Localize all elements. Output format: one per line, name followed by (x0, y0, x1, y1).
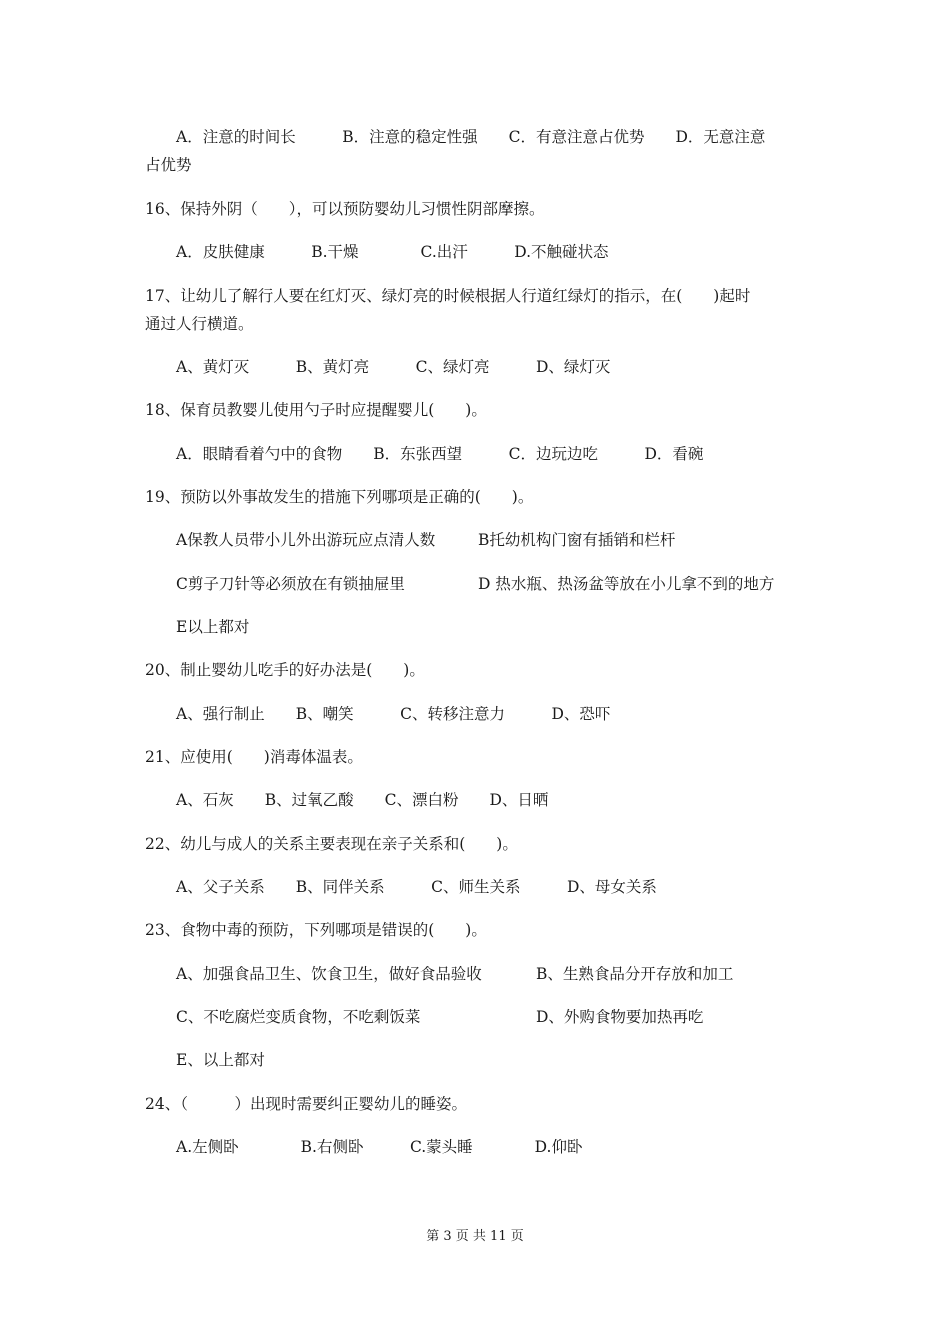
q16-question: 16、保持外阴（ ），可以预防婴幼儿习惯性阴部摩擦。 (145, 200, 545, 218)
q21-options: A、石灰 B、过氧乙酸 C、漂白粉 D、日晒 (176, 791, 549, 809)
q17-question-line2: 通过人行横道。 (145, 315, 254, 333)
q19-option-c: C剪子刀针等必须放在有锁抽屉里 (176, 575, 405, 593)
q20-question: 20、制止婴幼儿吃手的好办法是( )。 (145, 661, 425, 679)
q19-option-a: A保教人员带小儿外出游玩应点清人数 (176, 531, 436, 549)
q22-question: 22、幼儿与成人的关系主要表现在亲子关系和( )。 (145, 835, 518, 853)
q17-question-line1: 17、让幼儿了解行人要在红灯灭、绿灯亮的时候根据人行道红绿灯的指示，在( )起时 (145, 287, 751, 305)
q19-option-d: D 热水瓶、热汤盆等放在小儿拿不到的地方 (478, 575, 775, 593)
q22-options: A、父子关系 B、同伴关系 C、师生关系 D、母女关系 (176, 878, 657, 896)
q18-question: 18、保育员教婴儿使用勺子时应提醒婴儿( )。 (145, 401, 487, 419)
q23-question: 23、食物中毒的预防，下列哪项是错误的( )。 (145, 921, 487, 939)
q21-question: 21、应使用( )消毒体温表。 (145, 748, 363, 766)
q20-options: A、强行制止 B、嘲笑 C、转移注意力 D、恐吓 (176, 705, 611, 723)
q15-options-line1: A．注意的时间长 B．注意的稳定性强 C．有意注意占优势 D．无意注意 (176, 128, 766, 146)
q19-option-b: B托幼机构门窗有插销和栏杆 (478, 531, 676, 549)
q23-option-a: A、加强食品卫生、饮食卫生，做好食品验收 (176, 965, 482, 983)
q23-option-c: C、不吃腐烂变质食物，不吃剩饭菜 (176, 1008, 421, 1026)
q23-option-d: D、外购食物要加热再吃 (536, 1008, 704, 1026)
q17-options: A、黄灯灭 B、黄灯亮 C、绿灯亮 D、绿灯灭 (176, 358, 611, 376)
q24-question: 24、（ ）出现时需要纠正婴幼儿的睡姿。 (145, 1095, 467, 1113)
q24-options: A.左侧卧 B.右侧卧 C.蒙头睡 D.仰卧 (176, 1138, 583, 1156)
q15-options-line2: 占优势 (145, 156, 192, 174)
q19-option-e: E以上都对 (176, 618, 250, 636)
q23-option-b: B、生熟食品分开存放和加工 (536, 965, 734, 983)
page-footer: 第 3 页 共 11 页 (426, 1229, 524, 1244)
q23-option-e: E、以上都对 (176, 1051, 265, 1069)
q19-question: 19、预防以外事故发生的措施下列哪项是正确的( )。 (145, 488, 534, 506)
q18-options: A．眼睛看着勺中的食物 B．东张西望 C．边玩边吃 D．看碗 (176, 445, 704, 463)
q16-options: A．皮肤健康 B.干燥 C.出汗 D.不触碰状态 (176, 243, 609, 261)
